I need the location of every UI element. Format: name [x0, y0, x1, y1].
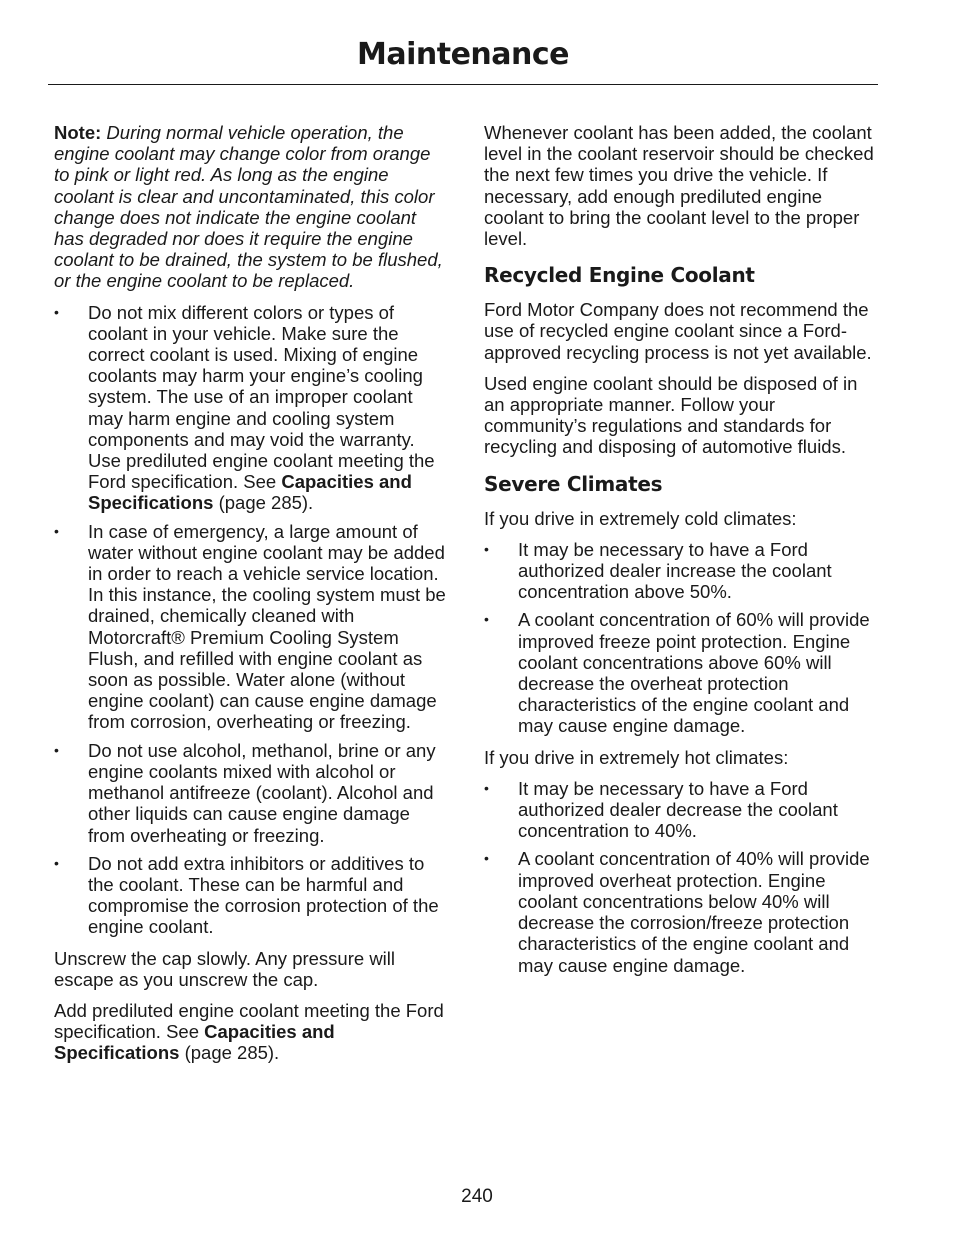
list-item-text: Do not mix different colors or types of coolant in your vehicle. Make sure the correct coolant is used. Mixing of engine coolants may harm your engine’s cooling system. The use of an improper coolant may harm engine and cooling system components and may void the warranty. Use prediluted engine coolant meeting the Ford specification. See: [88, 301, 435, 493]
severe-climates-heading: Severe Climates: [484, 471, 663, 496]
bullet-icon: •: [54, 741, 59, 758]
list-item: [54, 740, 446, 846]
list-item: [484, 539, 876, 603]
unscrew-cap-paragraph: Unscrew the cap slowly. Any pressure will escape as you unscrew the cap.: [54, 947, 396, 990]
bullet-icon: •: [54, 303, 59, 320]
list-item-text: A coolant concentration of 40% will provide improved overheat protection. Engine coolant concentrations below 40% will decrease the corrosion/freeze protection characteristics of the engine coolant and may cause engine damage.: [518, 848, 870, 976]
list-item-text: In case of emergency, a large amount of water without engine coolant may be added in order to reach a vehicle service location. In this instance, the cooling system must be drained, chemically cleaned with Motorcraft® Premium Cooling System Flush, and refilled with engine coolant as soon as possible. Water alone (without engine coolant) can cause engine damage from corrosion, overheating or freezing.: [88, 520, 446, 733]
list-item: [54, 853, 446, 938]
page-reference: (page 285).: [213, 492, 314, 514]
add-coolant-text: Add prediluted engine coolant meeting the Ford specification. See: [54, 999, 444, 1043]
disposal-paragraph: Used engine coolant should be disposed of in an appropriate manner. Follow your community’s regulations and standards for recycling and disposing of automotive fluids.: [484, 372, 858, 458]
add-coolant-paragraph: [54, 1000, 446, 1064]
cross-reference-link[interactable]: Capacities and Specifications: [54, 1021, 335, 1064]
hot-climates-list: [484, 778, 876, 976]
bullet-icon: •: [54, 854, 59, 871]
left-column: [54, 122, 446, 1074]
ford-recommendation-paragraph: Ford Motor Company does not recommend the use of recycled engine coolant since a Ford-approved recycling process is not yet available.: [484, 299, 872, 363]
coolant-bullet-list: [54, 302, 446, 938]
list-item-text: Do not use alcohol, methanol, brine or any engine coolants mixed with alcohol or methanol antifreeze (coolant). Alcohol and other liquids can cause engine damage from overheating or freezing.: [88, 739, 436, 846]
list-item: [484, 609, 876, 736]
note-paragraph: [54, 122, 446, 292]
hot-climates-intro: If you drive in extremely hot climates:: [484, 746, 789, 768]
cold-climates-list: [484, 539, 876, 737]
list-item: [484, 848, 876, 975]
list-item-text: A coolant concentration of 60% will provide improved freeze point protection. Engine coolant concentrations above 60% will decrease the overheat protection characteristics of the engine coolant and may cause engine damage.: [518, 609, 870, 737]
recycled-coolant-heading: Recycled Engine Coolant: [484, 263, 755, 288]
note-text: During normal vehicle operation, the engine coolant may change color from orange to pink or light red. As long as the engine coolant is clear and uncontaminated, this color change does not indicate the engine coolant has degraded nor does it require the engine coolant to be drained, the system to be flushed, or the engine coolant to be replaced.: [54, 122, 443, 292]
coolant-level-paragraph: Whenever coolant has been added, the coolant level in the coolant reservoir should be checked the next few times you drive the vehicle. If necessary, add enough prediluted engine coolant to bring the coolant level to the proper level.: [484, 122, 874, 250]
list-item-text: It may be necessary to have a Ford authorized dealer increase the coolant concentration above 50%.: [518, 538, 832, 603]
list-item-text: Do not add extra inhibitors or additives to the coolant. These can be harmful and compromise the corrosion protection of the engine coolant.: [88, 852, 439, 938]
page-title: Maintenance: [356, 37, 569, 72]
list-item: [484, 778, 876, 842]
cross-reference-link[interactable]: Capacities and Specifications: [88, 471, 412, 514]
note-label: Note:: [54, 122, 102, 143]
cold-climates-intro: If you drive in extremely cold climates:: [484, 507, 797, 529]
bullet-icon: •: [54, 522, 59, 539]
list-item: [54, 302, 446, 514]
page-reference: (page 285).: [179, 1042, 280, 1064]
list-item-text: It may be necessary to have a Ford authorized dealer decrease the coolant concentration to 40%.: [518, 777, 838, 842]
bullet-icon: •: [484, 540, 489, 557]
bullet-icon: •: [484, 850, 489, 867]
header-divider: [48, 84, 878, 85]
page-number: 240: [461, 1186, 493, 1207]
right-column: [484, 122, 876, 986]
bullet-icon: •: [484, 779, 489, 796]
bullet-icon: •: [484, 611, 489, 628]
list-item: [54, 521, 446, 733]
page-header: [48, 0, 878, 86]
